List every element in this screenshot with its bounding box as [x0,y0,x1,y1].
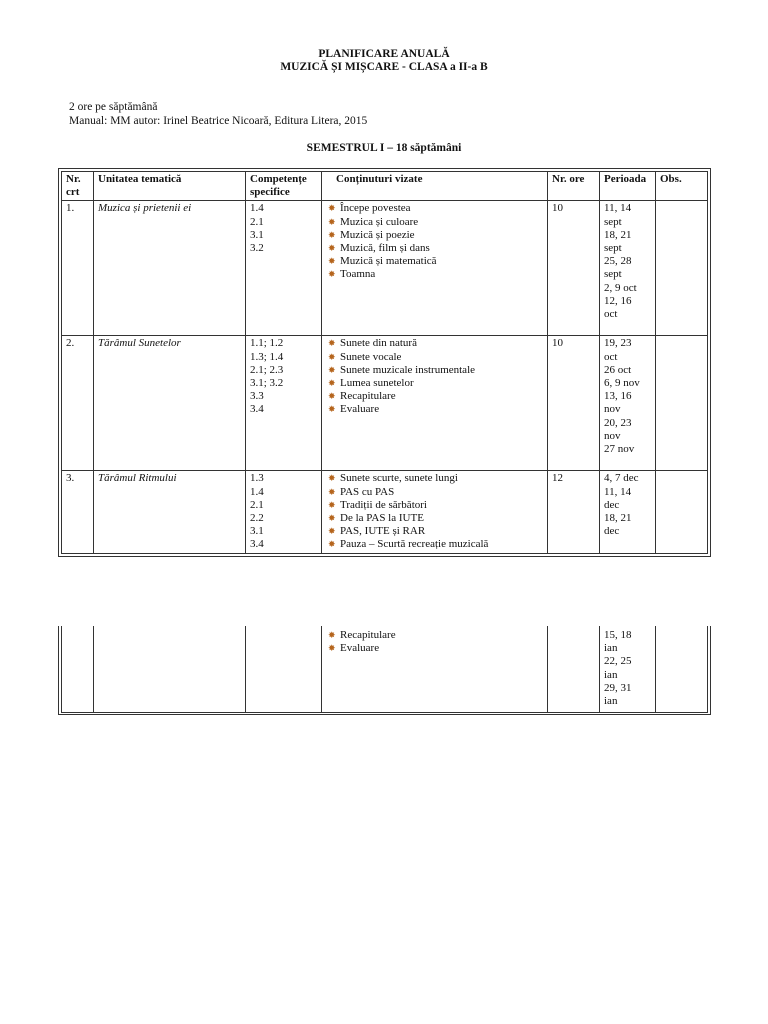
content-item: ✸ Muzica și culoare [328,215,419,228]
bullet-icon: ✸ [328,269,336,280]
bullet-icon: ✸ [328,643,336,654]
competence: 3.2 [250,242,264,255]
content-item: ✸ De la PAS la IUTE [328,512,424,525]
bullet-icon: ✸ [328,630,336,640]
manual-info: Manual: MM autor: Irinel Beatrice Nicoară, Editura Litera, 2015 [69,115,368,127]
row-period: 19, 23 oct 26 oct 6, 9 nov 13, 16 nov 20, 23 nov 27 nov [600,336,656,471]
bullet-icon: ✸ [328,513,336,524]
row-hours: 10 [548,336,600,471]
content-item: ✸ Tradiții de sărbători [328,498,427,511]
content-item: ✸ PAS cu PAS [328,485,395,498]
header-competences: Competențe specifice [246,172,322,201]
content-item: ✸ Sunete muzicale instrumentale [328,363,476,376]
row-period: 11, 14 sept 18, 21 sept 25, 28 sept 2, 9 oct 12, 16 oct [600,201,656,336]
bullet-icon: ✸ [328,203,336,214]
row-obs [656,626,708,712]
table-row [62,471,708,554]
row-competences [246,626,322,712]
bullet-icon: ✸ [328,486,336,497]
content-item: ✸ Muzică, film și dans [328,242,430,255]
header-hours: Nr. ore [548,172,600,201]
header-period: Perioada [600,172,656,201]
table-row [62,626,708,712]
bullet-icon: ✸ [328,338,336,349]
content-item: ✸ Evaluare [328,642,380,655]
row-unit: Muzica și prietenii ei [94,201,246,336]
row-period: 4, 7 dec 11, 14 dec 18, 21 dec [600,471,656,554]
bullet-icon: ✸ [328,351,336,362]
content-item: ✸ Sunete scurte, sunete lungi [328,472,458,485]
row-hours: 10 [548,201,600,336]
document-subtitle: MUZICĂ ȘI MIȘCARE - CLASA a II-a B [280,61,488,73]
competence: 1.4 [250,202,264,215]
row-obs [656,471,708,554]
continuation-table [61,626,708,713]
header-unit: Unitatea tematică [94,172,246,201]
bullet-icon: ✸ [328,391,336,402]
header-nr: Nr. crt [62,172,94,201]
bullet-icon: ✸ [328,216,336,227]
content-item: ✸ Pauza – Scurtă recreație muzicală [328,538,489,551]
content-item: ✸ Evaluare [328,403,380,416]
bullet-icon: ✸ [328,404,336,415]
row-unit: Tărâmul Ritmului [94,471,246,554]
bullet-icon: ✸ [328,243,336,254]
competence: 3.1 [250,228,264,241]
bullet-icon: ✸ [328,539,336,550]
row-nr: 3. [62,471,94,554]
row-unit [94,626,246,712]
row-nr [62,626,94,712]
row-contents [322,471,548,554]
row-obs [656,201,708,336]
content-item: ✸ Toamna [328,268,376,281]
header-contents: Conținuturi vizate [322,172,548,201]
content-item: ✸ Sunete vocale [328,350,402,363]
table-header-row [62,172,708,201]
row-unit: Tărâmul Sunetelor [94,336,246,471]
content-item: ✸ Recapitulare [328,390,396,403]
row-obs [656,336,708,471]
bullet-icon: ✸ [328,229,336,240]
bullet-icon: ✸ [328,526,336,537]
planning-table [61,171,708,554]
row-contents [322,626,548,712]
row-hours: 12 [548,471,600,554]
competence: 2.1 [250,215,264,228]
table-row [62,201,708,336]
content-item: ✸ PAS, IUTE și RAR [328,525,426,538]
content-item: ✸ Lumea sunetelor [328,377,414,390]
bullet-icon: ✸ [328,473,336,484]
row-contents [322,201,548,336]
row-competences: 1.1; 1.2 1.3; 1.4 2.1; 2.3 3.1; 3.2 3.3 3.4 [246,336,322,471]
semester-heading: SEMESTRUL I – 18 săptămâni [306,142,462,154]
row-competences [246,201,322,336]
content-item: ✸ Muzică și poezie [328,228,415,241]
content-item: ✸ Sunete din natură [328,337,417,350]
content-item: ✸ Începe povestea [328,202,411,215]
bullet-icon: ✸ [328,378,336,389]
row-contents [322,336,548,471]
row-period: 15, 18 ian 22, 25 ian 29, 31 ian [600,626,656,712]
table-row [62,336,708,471]
row-nr: 1. [62,201,94,336]
row-competences: 1.3 1.4 2.1 2.2 3.1 3.4 [246,471,322,554]
header-obs: Obs. [656,172,708,201]
document-title: PLANIFICARE ANUALĂ [318,48,450,60]
content-item: ✸ Muzică și matematică [328,255,437,268]
bullet-icon: ✸ [328,256,336,267]
content-item: ✸ Recapitulare [328,629,396,641]
hours-per-week: 2 ore pe săptămână [69,101,158,113]
row-nr: 2. [62,336,94,471]
bullet-icon: ✸ [328,364,336,375]
bullet-icon: ✸ [328,499,336,510]
row-hours [548,626,600,712]
